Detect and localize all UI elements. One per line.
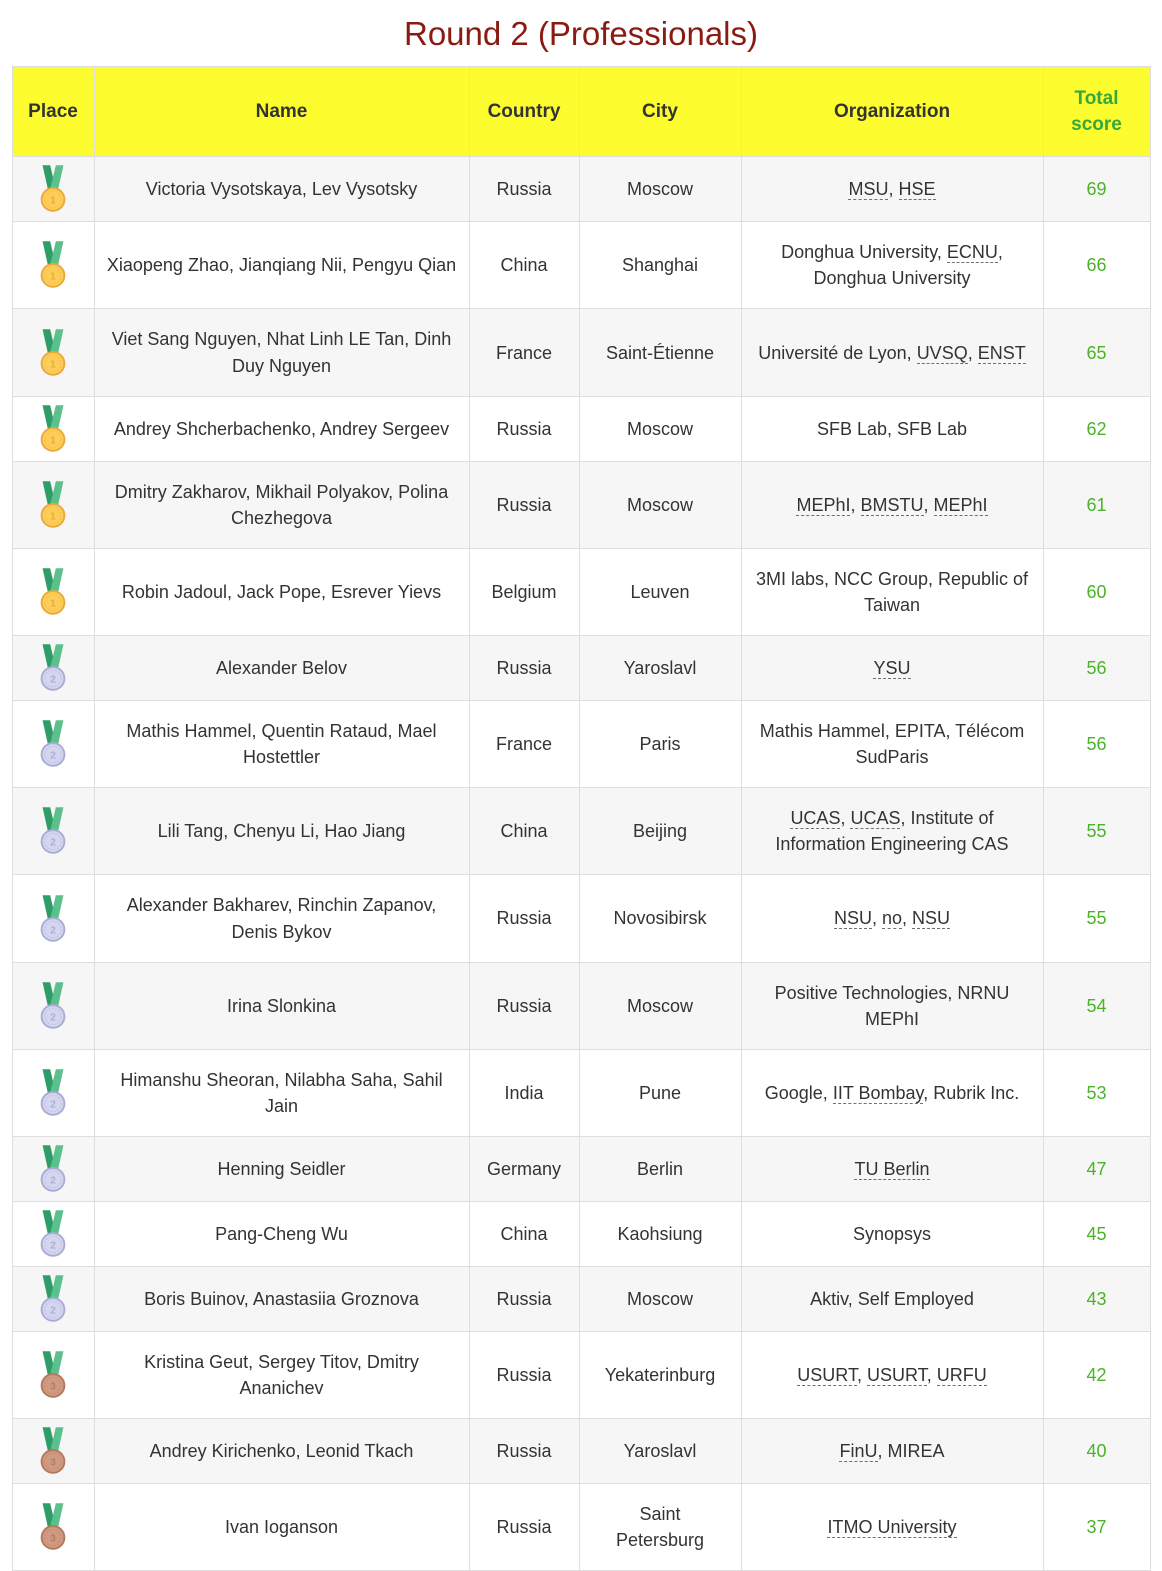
table-row [12, 962, 1150, 1049]
organization-link[interactable]: FinU [839, 1441, 878, 1462]
country-cell: Russia [469, 396, 579, 461]
score-cell: 60 [1043, 548, 1150, 635]
organization-link[interactable]: USURT [797, 1365, 857, 1386]
name-cell: Victoria Vysotskaya, Lev Vysotsky [94, 157, 469, 222]
table-row [12, 1201, 1150, 1266]
table-row [12, 701, 1150, 788]
organization-link[interactable]: TU Berlin [854, 1158, 930, 1179]
city-cell: Novosibirsk [579, 875, 741, 962]
organization-text: Google, [764, 1082, 833, 1103]
organization-text: , [926, 1365, 937, 1386]
country-cell: France [469, 309, 579, 396]
organization-cell [741, 1049, 1043, 1136]
header-place: Place [12, 67, 94, 157]
organization-text: Aktiv, Self Employed [810, 1288, 974, 1309]
place-cell [12, 461, 94, 548]
score-cell: 47 [1043, 1136, 1150, 1201]
organization-cell [741, 157, 1043, 222]
country-cell: Russia [469, 962, 579, 1049]
table-row [12, 1484, 1150, 1571]
country-cell: China [469, 1201, 579, 1266]
city-cell: Moscow [579, 396, 741, 461]
place-cell [12, 1266, 94, 1331]
organization-link[interactable]: UCAS [850, 808, 901, 829]
city-cell: Moscow [579, 157, 741, 222]
country-cell: Russia [469, 636, 579, 701]
header-city: City [579, 67, 741, 157]
place-cell [12, 788, 94, 875]
score-cell: 66 [1043, 222, 1150, 309]
organization-link[interactable]: BMSTU [860, 494, 924, 515]
score-cell: 65 [1043, 309, 1150, 396]
place-cell [12, 701, 94, 788]
organization-cell [741, 548, 1043, 635]
organization-cell [741, 1419, 1043, 1484]
organization-link[interactable]: USURT [867, 1365, 927, 1386]
organization-cell [741, 962, 1043, 1049]
organization-cell [741, 636, 1043, 701]
score-cell: 56 [1043, 701, 1150, 788]
table-row [12, 788, 1150, 875]
place-cell [12, 1419, 94, 1484]
name-cell: Kristina Geut, Sergey Titov, Dmitry Ananichev [94, 1331, 469, 1418]
organization-cell [741, 1484, 1043, 1571]
organization-link[interactable]: UCAS [790, 808, 841, 829]
organization-text: , [902, 908, 913, 929]
city-cell: Yaroslavl [579, 636, 741, 701]
name-cell: Andrey Kirichenko, Leonid Tkach [94, 1419, 469, 1484]
score-cell: 53 [1043, 1049, 1150, 1136]
organization-text: , [850, 494, 861, 515]
svg-text:2: 2 [50, 925, 56, 937]
score-cell: 45 [1043, 1201, 1150, 1266]
place-cell [12, 1136, 94, 1201]
table-row [12, 1266, 1150, 1331]
organization-link[interactable]: HSE [898, 179, 936, 200]
city-cell: Moscow [579, 1266, 741, 1331]
country-cell: India [469, 1049, 579, 1136]
gold-medal-icon [34, 241, 72, 289]
city-cell: Beijing [579, 788, 741, 875]
organization-link[interactable]: YSU [873, 657, 911, 678]
name-cell: Ivan Ioganson [94, 1484, 469, 1571]
organization-link[interactable]: MEPhI [933, 494, 988, 515]
name-cell: Pang-Cheng Wu [94, 1201, 469, 1266]
svg-text:1: 1 [50, 196, 56, 208]
name-cell: Boris Buinov, Anastasiia Groznova [94, 1266, 469, 1331]
header-name: Name [94, 67, 469, 157]
country-cell: China [469, 788, 579, 875]
place-cell [12, 309, 94, 396]
svg-text:2: 2 [50, 1240, 56, 1252]
city-cell: Saint-Étienne [579, 309, 741, 396]
svg-text:3: 3 [50, 1533, 56, 1545]
table-row [12, 875, 1150, 962]
header-country: Country [469, 67, 579, 157]
silver-medal-icon [34, 644, 72, 692]
name-cell: Henning Seidler [94, 1136, 469, 1201]
gold-medal-icon [34, 165, 72, 213]
gold-medal-icon [34, 481, 72, 529]
score-cell: 42 [1043, 1331, 1150, 1418]
organization-text: Synopsys [852, 1223, 932, 1244]
organization-text: Donghua University, [781, 242, 947, 263]
table-row [12, 1136, 1150, 1201]
country-cell: Russia [469, 1331, 579, 1418]
table-row [12, 461, 1150, 548]
name-cell: Andrey Shcherbachenko, Andrey Sergeev [94, 396, 469, 461]
city-cell: Leuven [579, 548, 741, 635]
svg-text:2: 2 [50, 674, 56, 686]
bronze-medal-icon [34, 1427, 72, 1475]
organization-link[interactable]: MSU [848, 179, 889, 200]
header-total-score: Total score [1043, 67, 1150, 157]
organization-text: SFB Lab, SFB Lab [816, 418, 968, 439]
name-cell: Himanshu Sheoran, Nilabha Saha, Sahil Jain [94, 1049, 469, 1136]
name-cell: Robin Jadoul, Jack Pope, Esrever Yievs [94, 548, 469, 635]
silver-medal-icon [34, 1069, 72, 1117]
organization-link[interactable]: MEPhI [796, 494, 851, 515]
place-cell [12, 962, 94, 1049]
silver-medal-icon [34, 1210, 72, 1258]
svg-text:2: 2 [50, 1175, 56, 1187]
name-cell: Alexander Bakharev, Rinchin Zapanov, Denis Bykov [94, 875, 469, 962]
table-row [12, 396, 1150, 461]
name-cell: Xiaopeng Zhao, Jianqiang Nii, Pengyu Qian [94, 222, 469, 309]
page-title: Round 2 (Professionals) [403, 15, 758, 52]
organization-text: , [840, 808, 851, 829]
svg-text:2: 2 [50, 1012, 56, 1024]
organization-text: , [871, 908, 882, 929]
name-cell: Lili Tang, Chenyu Li, Hao Jiang [94, 788, 469, 875]
score-cell: 55 [1043, 875, 1150, 962]
country-cell: Russia [469, 1266, 579, 1331]
organization-cell [741, 461, 1043, 548]
name-cell: Alexander Belov [94, 636, 469, 701]
organization-cell [741, 701, 1043, 788]
city-cell: Pune [579, 1049, 741, 1136]
organization-cell [741, 396, 1043, 461]
bronze-medal-icon [34, 1351, 72, 1399]
city-cell: Yekaterinburg [579, 1331, 741, 1418]
place-cell [12, 1049, 94, 1136]
organization-text: 3MI labs, NCC Group, Republic of Taiwan [755, 568, 1029, 615]
organization-text: , Rubrik Inc. [923, 1082, 1020, 1103]
organization-text: Mathis Hammel, EPITA, Télécom SudParis [759, 721, 1025, 768]
organization-text: , [967, 342, 978, 363]
svg-text:1: 1 [50, 435, 56, 447]
country-cell: China [469, 222, 579, 309]
place-cell [12, 1484, 94, 1571]
organization-link[interactable]: ITMO University [827, 1517, 957, 1538]
place-cell [12, 875, 94, 962]
city-cell: Shanghai [579, 222, 741, 309]
table-row [12, 636, 1150, 701]
score-cell: 43 [1043, 1266, 1150, 1331]
organization-text: , Institute of Information Engineering CAS [775, 808, 1009, 855]
organization-text: Positive Technologies, NRNU MEPhI [774, 982, 1010, 1029]
svg-text:1: 1 [50, 598, 56, 610]
city-cell: Paris [579, 701, 741, 788]
svg-text:3: 3 [50, 1381, 56, 1393]
organization-text: , MIREA [877, 1441, 945, 1462]
organization-cell [741, 1136, 1043, 1201]
score-cell: 61 [1043, 461, 1150, 548]
score-cell: 56 [1043, 636, 1150, 701]
svg-text:1: 1 [50, 359, 56, 371]
svg-text:2: 2 [50, 838, 56, 850]
score-cell: 62 [1043, 396, 1150, 461]
place-cell [12, 222, 94, 309]
bronze-medal-icon [34, 1503, 72, 1551]
table-row [12, 157, 1150, 222]
name-cell: Dmitry Zakharov, Mikhail Polyakov, Polina Chezhegova [94, 461, 469, 548]
city-cell: Kaohsiung [579, 1201, 741, 1266]
country-cell: Russia [469, 461, 579, 548]
organization-link[interactable]: ENST [977, 342, 1026, 363]
score-cell: 69 [1043, 157, 1150, 222]
organization-cell [741, 788, 1043, 875]
table-row [12, 1049, 1150, 1136]
country-cell: France [469, 701, 579, 788]
place-cell [12, 636, 94, 701]
organization-cell [741, 1331, 1043, 1418]
silver-medal-icon [34, 1275, 72, 1323]
country-cell: Belgium [469, 548, 579, 635]
city-cell: Moscow [579, 962, 741, 1049]
country-cell: Germany [469, 1136, 579, 1201]
organization-cell [741, 875, 1043, 962]
country-cell: Russia [469, 875, 579, 962]
city-cell: Berlin [579, 1136, 741, 1201]
score-cell: 54 [1043, 962, 1150, 1049]
table-body [12, 157, 1150, 1571]
organization-cell [741, 1266, 1043, 1331]
svg-text:1: 1 [50, 511, 56, 523]
organization-link[interactable]: URFU [936, 1365, 987, 1386]
silver-medal-icon [34, 720, 72, 768]
name-cell: Viet Sang Nguyen, Nhat Linh LE Tan, Dinh Duy Nguyen [94, 309, 469, 396]
organization-text: , [888, 179, 899, 200]
header-organization: Organization [741, 67, 1043, 157]
place-cell [12, 548, 94, 635]
country-cell: Russia [469, 1484, 579, 1571]
svg-text:2: 2 [50, 750, 56, 762]
country-cell: Russia [469, 157, 579, 222]
score-cell: 37 [1043, 1484, 1150, 1571]
score-cell: 40 [1043, 1419, 1150, 1484]
city-cell: Yaroslavl [579, 1419, 741, 1484]
name-cell: Mathis Hammel, Quentin Rataud, Mael Hostettler [94, 701, 469, 788]
organization-cell [741, 309, 1043, 396]
svg-text:3: 3 [50, 1457, 56, 1469]
city-cell: Saint Petersburg [579, 1484, 741, 1571]
results-table [12, 66, 1151, 1571]
table-row [12, 222, 1150, 309]
place-cell [12, 396, 94, 461]
gold-medal-icon [34, 329, 72, 377]
organization-text: Université de Lyon, [758, 342, 917, 363]
organization-text: , [856, 1365, 867, 1386]
table-row [12, 1331, 1150, 1418]
organization-cell [741, 1201, 1043, 1266]
organization-link[interactable]: no [881, 908, 903, 929]
place-cell [12, 1331, 94, 1418]
score-cell: 55 [1043, 788, 1150, 875]
svg-text:2: 2 [50, 1099, 56, 1111]
table-row [12, 309, 1150, 396]
silver-medal-icon [34, 982, 72, 1030]
country-cell: Russia [469, 1419, 579, 1484]
organization-link[interactable]: NSU [833, 908, 872, 929]
organization-cell [741, 222, 1043, 309]
table-row [12, 548, 1150, 635]
organization-text: , [923, 494, 934, 515]
place-cell [12, 157, 94, 222]
gold-medal-icon [34, 405, 72, 453]
header-row [12, 67, 1150, 157]
svg-text:2: 2 [50, 1305, 56, 1317]
place-cell [12, 1201, 94, 1266]
organization-link[interactable]: ECNU [946, 242, 998, 263]
table-row [12, 1419, 1150, 1484]
organization-link[interactable]: NSU [912, 908, 951, 929]
name-cell: Irina Slonkina [94, 962, 469, 1049]
silver-medal-icon [34, 807, 72, 855]
silver-medal-icon [34, 895, 72, 943]
city-cell: Moscow [579, 461, 741, 548]
organization-link[interactable]: UVSQ [916, 342, 968, 363]
gold-medal-icon [34, 568, 72, 616]
svg-text:1: 1 [50, 272, 56, 284]
silver-medal-icon [34, 1145, 72, 1193]
organization-link[interactable]: IIT Bombay [832, 1082, 924, 1103]
organization-text: , Donghua University [813, 242, 1003, 289]
